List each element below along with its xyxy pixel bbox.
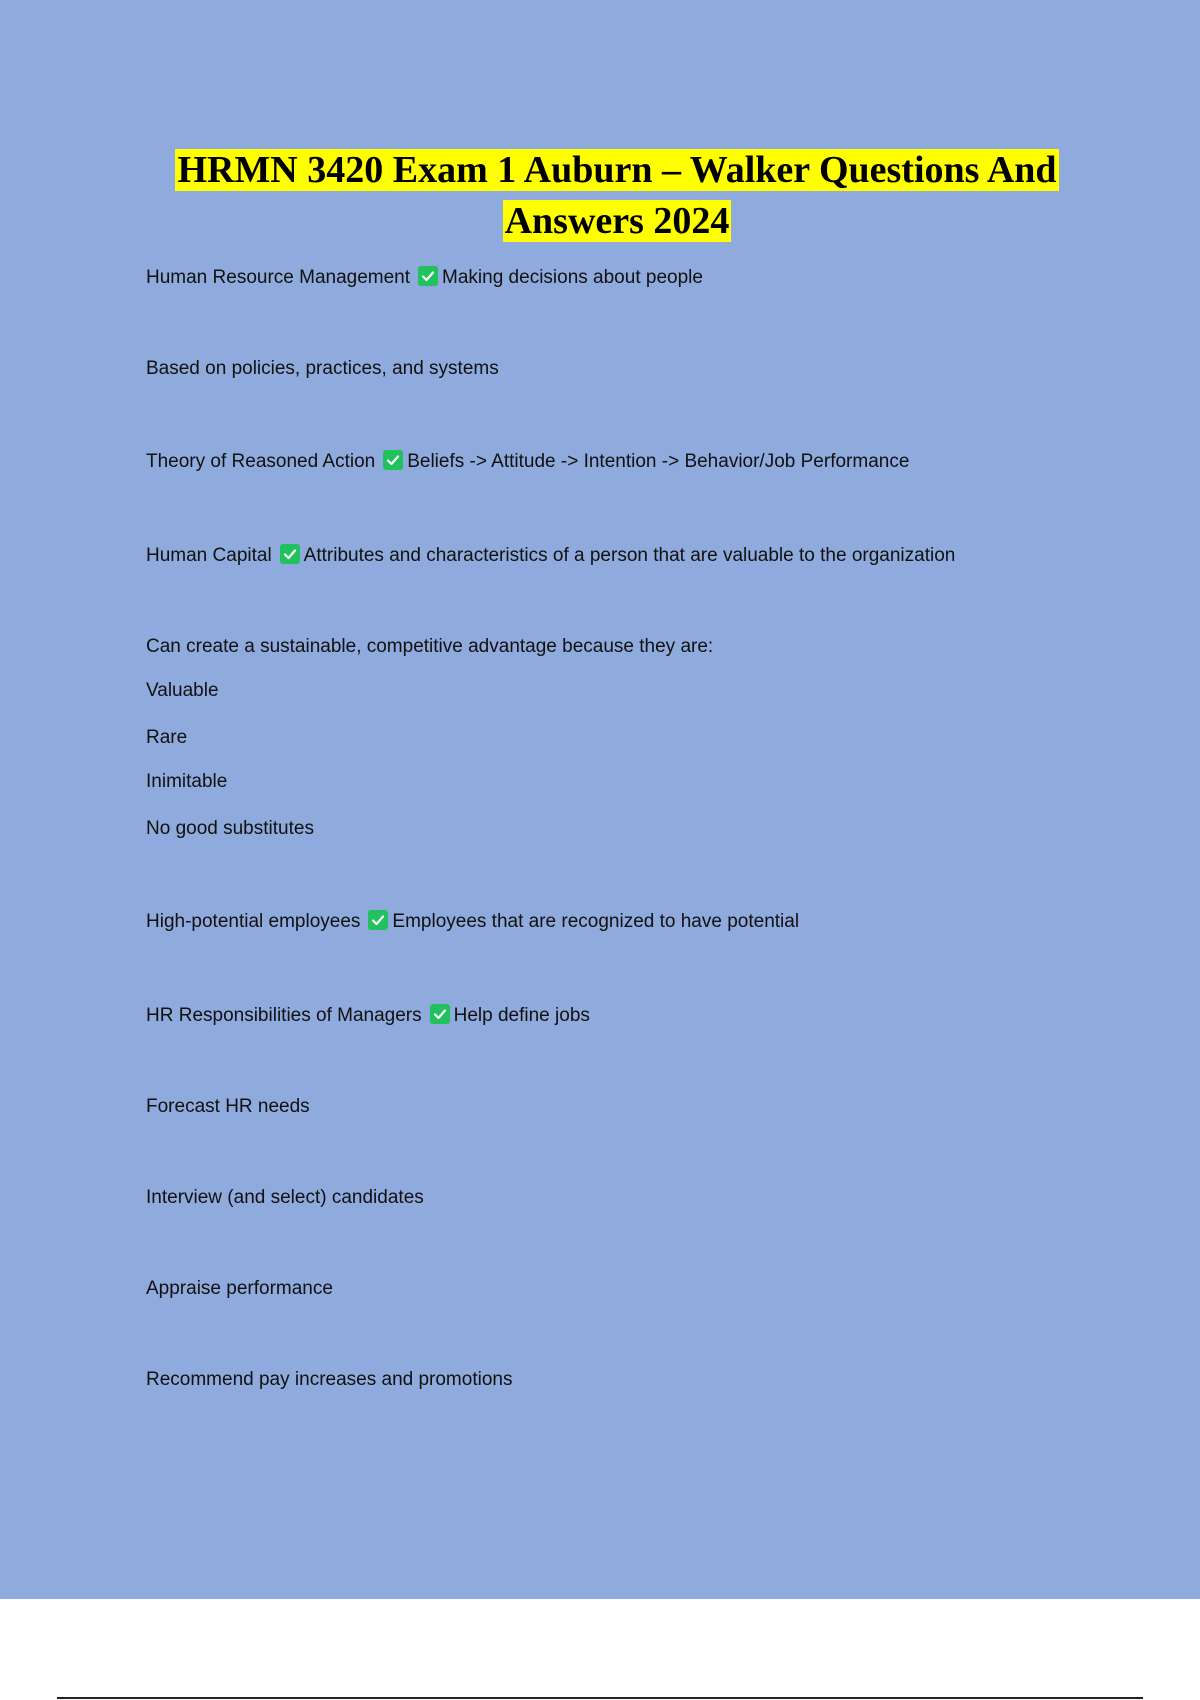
entry-term: HR Responsibilities of Managers — [146, 1005, 422, 1026]
entry-theory-of-reasoned-action — [146, 450, 909, 474]
entry-term: Theory of Reasoned Action — [146, 451, 376, 472]
entry-answer: Employees that are recognized to have potential — [392, 911, 800, 932]
entry-answer: Beliefs -> Attitude -> Intention -> Behavior/Job Performance — [407, 451, 910, 472]
entry-term: Human Resource Management — [146, 267, 411, 288]
footer-divider — [57, 1697, 1143, 1699]
entry-text: Forecast HR needs — [146, 1096, 310, 1117]
entry-text: Appraise performance — [146, 1278, 333, 1299]
title-line-2: Answers 2024 — [504, 200, 730, 242]
entry-text: No good substitutes — [146, 818, 314, 839]
entry-term: High-potential employees — [146, 911, 361, 932]
entry-answer: Attributes and characteristics of a person that are valuable to the organization — [303, 545, 956, 566]
entry-answer: Making decisions about people — [442, 267, 703, 288]
entry-human-resource-management — [146, 266, 703, 290]
entry-high-potential-employees — [146, 910, 799, 934]
entry-text: Recommend pay increases and promotions — [146, 1369, 513, 1390]
entry-text: Interview (and select) candidates — [146, 1187, 424, 1208]
check-mark-icon — [418, 266, 438, 286]
check-mark-icon — [430, 1004, 450, 1024]
check-mark-icon — [368, 910, 388, 930]
entry-term: Human Capital — [146, 545, 272, 566]
entry-answer: Help define jobs — [453, 1005, 590, 1026]
check-mark-icon — [383, 450, 403, 470]
entry-human-capital — [146, 544, 955, 568]
entry-text: Rare — [146, 727, 188, 748]
entry-text: Based on policies, practices, and systems — [146, 358, 499, 379]
title-line-1: HRMN 3420 Exam 1 Auburn – Walker Questions And — [177, 149, 1057, 191]
entry-text: Can create a sustainable, competitive advantage because they are: — [146, 636, 714, 657]
entry-text: Inimitable — [146, 771, 228, 792]
page-title — [110, 145, 1124, 247]
entry-text: Valuable — [146, 680, 219, 701]
entry-hr-responsibilities-of-managers — [146, 1004, 590, 1028]
check-mark-icon — [280, 544, 300, 564]
